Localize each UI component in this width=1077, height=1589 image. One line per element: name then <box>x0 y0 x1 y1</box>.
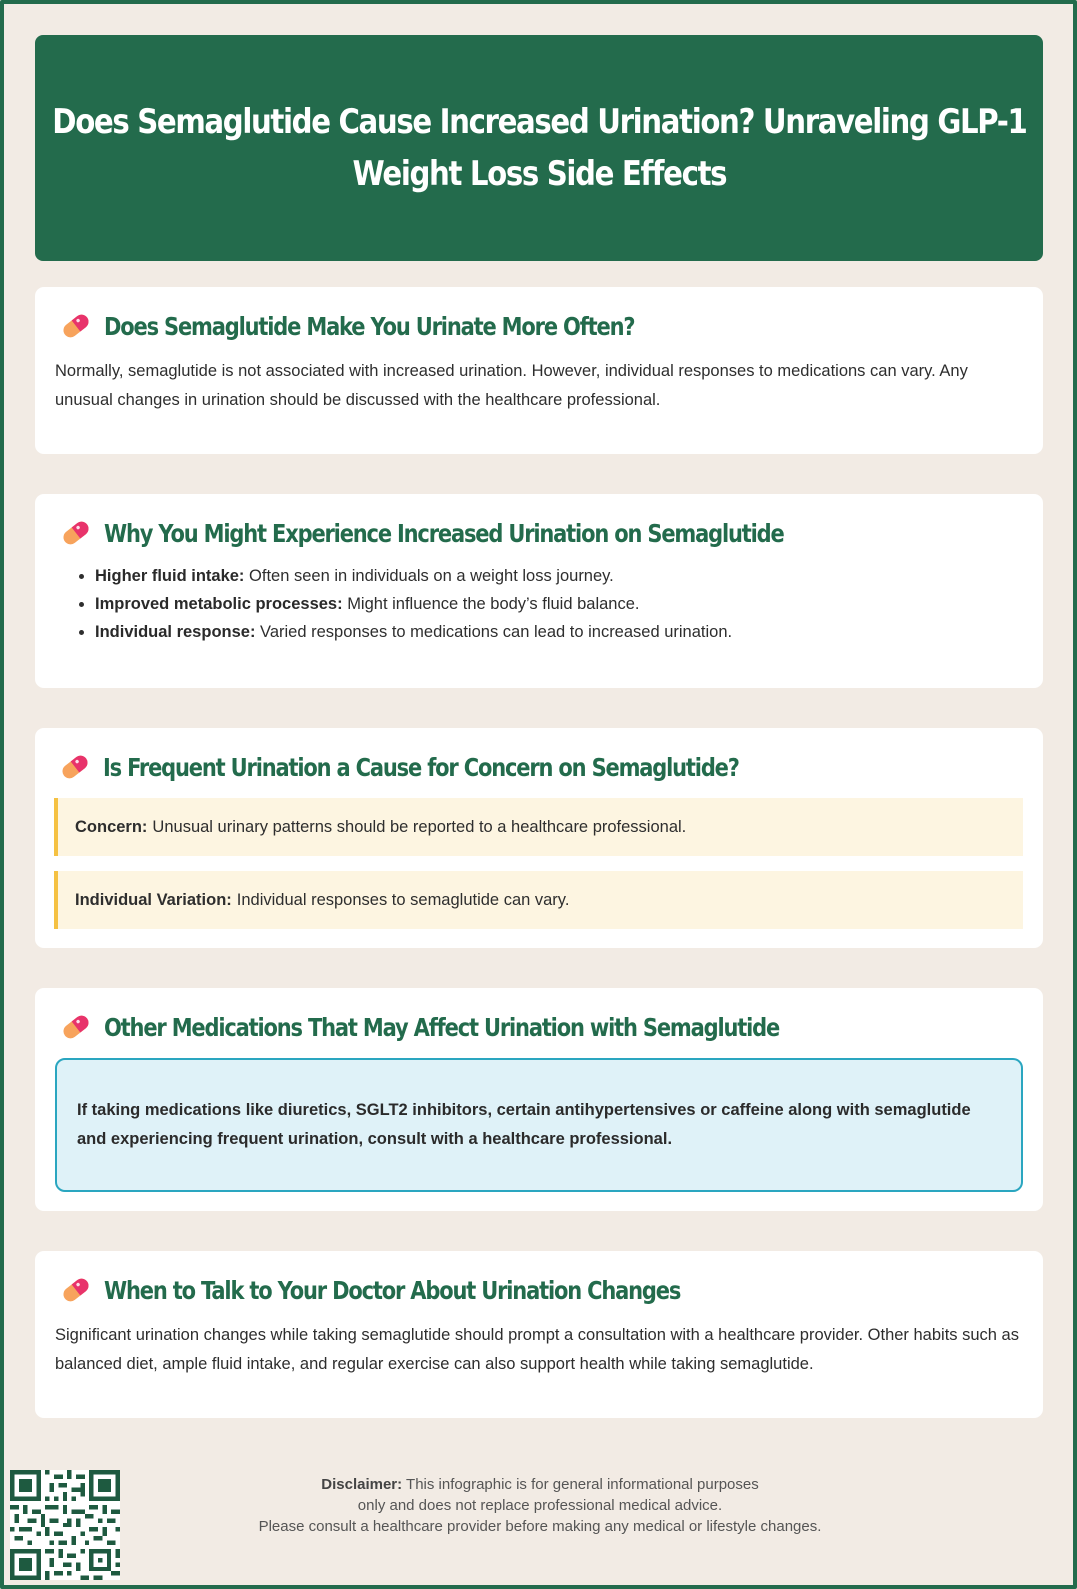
page-title <box>52 96 1026 200</box>
reasons-list <box>55 562 1023 646</box>
list-item-label: Improved metabolic processes: <box>95 595 343 613</box>
variation-note <box>54 871 1023 929</box>
section-urinate-often <box>35 287 1043 454</box>
section-title: Why You Might Experience Increased Urination on Semaglutide <box>104 518 784 548</box>
note-text: Unusual urinary patterns should be reported to a healthcare professional. <box>152 817 687 836</box>
list-item-label: Individual response: <box>95 623 256 641</box>
list-item-text: Varied responses to medications can lead to increased urination. <box>260 623 733 641</box>
list-item-label: Higher fluid intake: <box>95 567 245 585</box>
list-item <box>95 562 1023 590</box>
qr-code-icon[interactable] <box>10 1470 120 1580</box>
pill-icon <box>59 1273 93 1307</box>
list-item <box>95 590 1023 618</box>
section-concern <box>35 728 1043 948</box>
disclaimer-line2: only and does not replace professional medical advice. <box>357 1497 723 1514</box>
section-text: Normally, semaglutide is not associated with increased urination. However, individual responses to medications can vary. Any unusual changes in urination should be discussed with the healthcare professional. <box>55 362 968 409</box>
medications-info-box: If taking medications like diuretics, SGLT2 inhibitors, certain antihypertensives or caffeine along with semaglutide and experiencing frequent urination, consult with a healthcare professional. <box>55 1058 1023 1192</box>
disclaimer-label: Disclaimer: <box>321 1476 403 1493</box>
disclaimer-line1: This infographic is for general informational purposes <box>406 1476 759 1493</box>
section-talk-to-doctor <box>35 1251 1043 1418</box>
section-title: Does Semaglutide Make You Urinate More Often? <box>104 311 635 341</box>
note-label: Individual Variation: <box>75 890 232 909</box>
concern-note <box>54 798 1023 856</box>
section-title: Other Medications That May Affect Urination with Semaglutide <box>104 1012 780 1042</box>
page-title-line1: Does Semaglutide Cause Increased Urination? Unraveling GLP-1 <box>51 102 1027 142</box>
pill-icon <box>59 516 93 550</box>
section-why-increased <box>35 494 1043 688</box>
section-title: Is Frequent Urination a Cause for Concern on Semaglutide? <box>103 752 739 782</box>
section-title: When to Talk to Your Doctor About Urination Changes <box>104 1275 681 1305</box>
note-text: Individual responses to semaglutide can vary. <box>236 890 570 909</box>
page-title-line2: Weight Loss Side Effects <box>352 154 726 194</box>
pill-icon <box>58 750 92 784</box>
section-text: Significant urination changes while taking semaglutide should prompt a consultation with a healthcare provider. Other habits such as balanced diet, ample fluid intake, and regular exercise can also support health while taking semaglutide. <box>55 1326 1019 1373</box>
disclaimer <box>220 1474 860 1537</box>
page-header <box>35 35 1043 261</box>
pill-icon <box>59 1010 93 1044</box>
pill-icon <box>59 309 93 343</box>
list-item-text: Might influence the body’s fluid balance. <box>347 595 640 613</box>
section-other-medications <box>35 988 1043 1211</box>
disclaimer-line3: Please consult a healthcare provider before making any medical or lifestyle changes. <box>258 1518 822 1535</box>
note-label: Concern: <box>75 817 148 836</box>
list-item <box>95 618 1023 646</box>
list-item-text: Often seen in individuals on a weight loss journey. <box>249 567 614 585</box>
